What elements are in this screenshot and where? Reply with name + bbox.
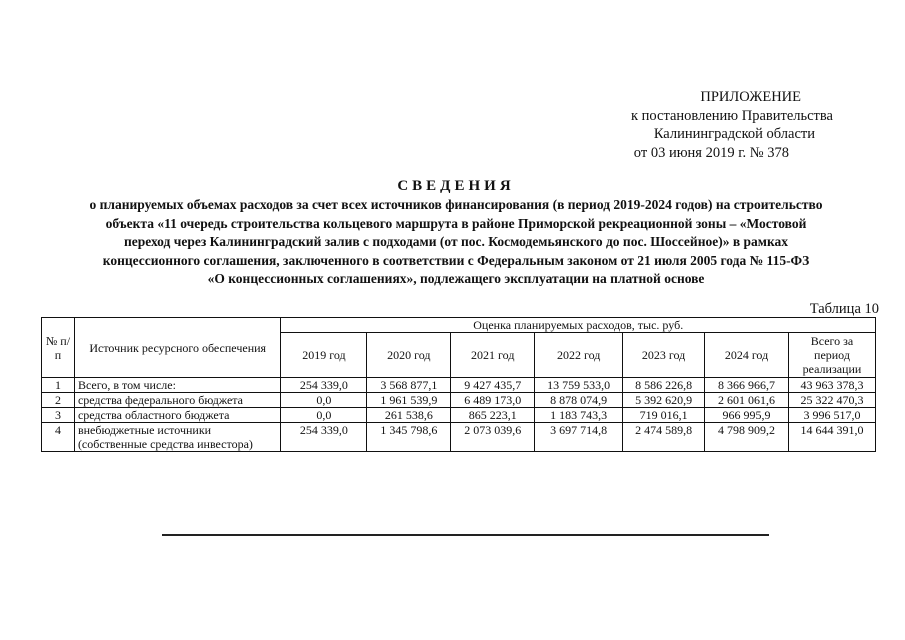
table-row bbox=[42, 423, 876, 452]
header-year: 2019 год bbox=[281, 333, 367, 378]
row-total: 3 996 517,0 bbox=[788, 408, 875, 423]
row-value: 261 538,6 bbox=[367, 408, 451, 423]
row-source: Всего, в том числе: bbox=[74, 378, 281, 393]
table-caption: Таблица 10 bbox=[809, 301, 879, 317]
document-description-line-5: «О концессионных соглашениях», подлежащего эксплуатации на платной основе bbox=[207, 271, 705, 287]
header-year: 2022 год bbox=[535, 333, 623, 378]
row-num: 1 bbox=[42, 378, 75, 393]
header-total: Всего за период реализации bbox=[788, 333, 875, 378]
appendix-line-1: к постановлению Правительства bbox=[631, 107, 833, 124]
bottom-separator-line bbox=[162, 534, 769, 536]
header-year: 2021 год bbox=[451, 333, 535, 378]
document-description-line-4: концессионного соглашения, заключенного в соответствии с Федеральным законом от 21 июля 2005 года № 115-ФЗ bbox=[102, 252, 810, 268]
row-value: 1 183 743,3 bbox=[535, 408, 623, 423]
document-description-line-1: о планируемых объемах расходов за счет всех источников финансирования (в период 2019-2024 годов) на строительство bbox=[89, 197, 823, 212]
row-total: 25 322 470,3 bbox=[788, 393, 875, 408]
row-num: 3 bbox=[42, 408, 75, 423]
row-value: 8 878 074,9 bbox=[535, 393, 623, 408]
row-num: 2 bbox=[42, 393, 75, 408]
header-num: № п/п bbox=[42, 318, 75, 378]
header-year: 2024 год bbox=[705, 333, 789, 378]
row-source: средства федерального бюджета bbox=[74, 393, 281, 408]
row-value: 4 798 909,2 bbox=[705, 423, 789, 452]
row-value: 1 345 798,6 bbox=[367, 423, 451, 452]
table-row bbox=[42, 393, 876, 408]
appendix-date: от 03 июня 2019 г. № 378 bbox=[633, 144, 789, 161]
row-value: 13 759 533,0 bbox=[535, 378, 623, 393]
appendix-block bbox=[573, 88, 833, 162]
table-row bbox=[42, 408, 876, 423]
row-value: 0,0 bbox=[281, 393, 367, 408]
document-title: СВЕДЕНИЯ bbox=[397, 178, 515, 194]
row-value: 6 489 173,0 bbox=[451, 393, 535, 408]
row-value: 254 339,0 bbox=[281, 423, 367, 452]
header-year: 2023 год bbox=[623, 333, 705, 378]
document-heading bbox=[36, 176, 876, 289]
row-value: 719 016,1 bbox=[623, 408, 705, 423]
appendix-line-2: Калининградской области bbox=[653, 126, 815, 142]
row-value: 5 392 620,9 bbox=[623, 393, 705, 408]
header-year: 2020 год bbox=[367, 333, 451, 378]
document-description-line-2: объекта «11 очередь строительства кольцевого маршрута в районе Приморской рекреационной зоны – «Мостовой bbox=[105, 215, 807, 231]
header-source: Источник ресурсного обеспечения bbox=[74, 318, 281, 378]
row-value: 0,0 bbox=[281, 408, 367, 423]
row-value: 3 697 714,8 bbox=[535, 423, 623, 452]
appendix-title: ПРИЛОЖЕНИЕ bbox=[700, 89, 801, 105]
table-row bbox=[42, 378, 876, 393]
row-value: 2 474 589,8 bbox=[623, 423, 705, 452]
row-value: 254 339,0 bbox=[281, 378, 367, 393]
row-value: 865 223,1 bbox=[451, 408, 535, 423]
row-source: средства областного бюджета bbox=[74, 408, 281, 423]
row-total: 43 963 378,3 bbox=[788, 378, 875, 393]
row-value: 8 586 226,8 bbox=[623, 378, 705, 393]
document-description-line-3: переход через Калининградский залив с подходами (от пос. Космодемьянского до пос. Шоссейное)» в рамках bbox=[123, 234, 789, 250]
row-value: 2 601 061,6 bbox=[705, 393, 789, 408]
row-value: 3 568 877,1 bbox=[367, 378, 451, 393]
row-source: внебюджетные источники (собственные средства инвестора) bbox=[74, 423, 281, 452]
funding-table bbox=[41, 317, 876, 452]
row-value: 1 961 539,9 bbox=[367, 393, 451, 408]
row-value: 8 366 966,7 bbox=[705, 378, 789, 393]
header-estimate-group: Оценка планируемых расходов, тыс. руб. bbox=[281, 318, 876, 333]
row-total: 14 644 391,0 bbox=[788, 423, 875, 452]
row-value: 966 995,9 bbox=[705, 408, 789, 423]
row-value: 9 427 435,7 bbox=[451, 378, 535, 393]
row-num: 4 bbox=[42, 423, 75, 452]
row-value: 2 073 039,6 bbox=[451, 423, 535, 452]
